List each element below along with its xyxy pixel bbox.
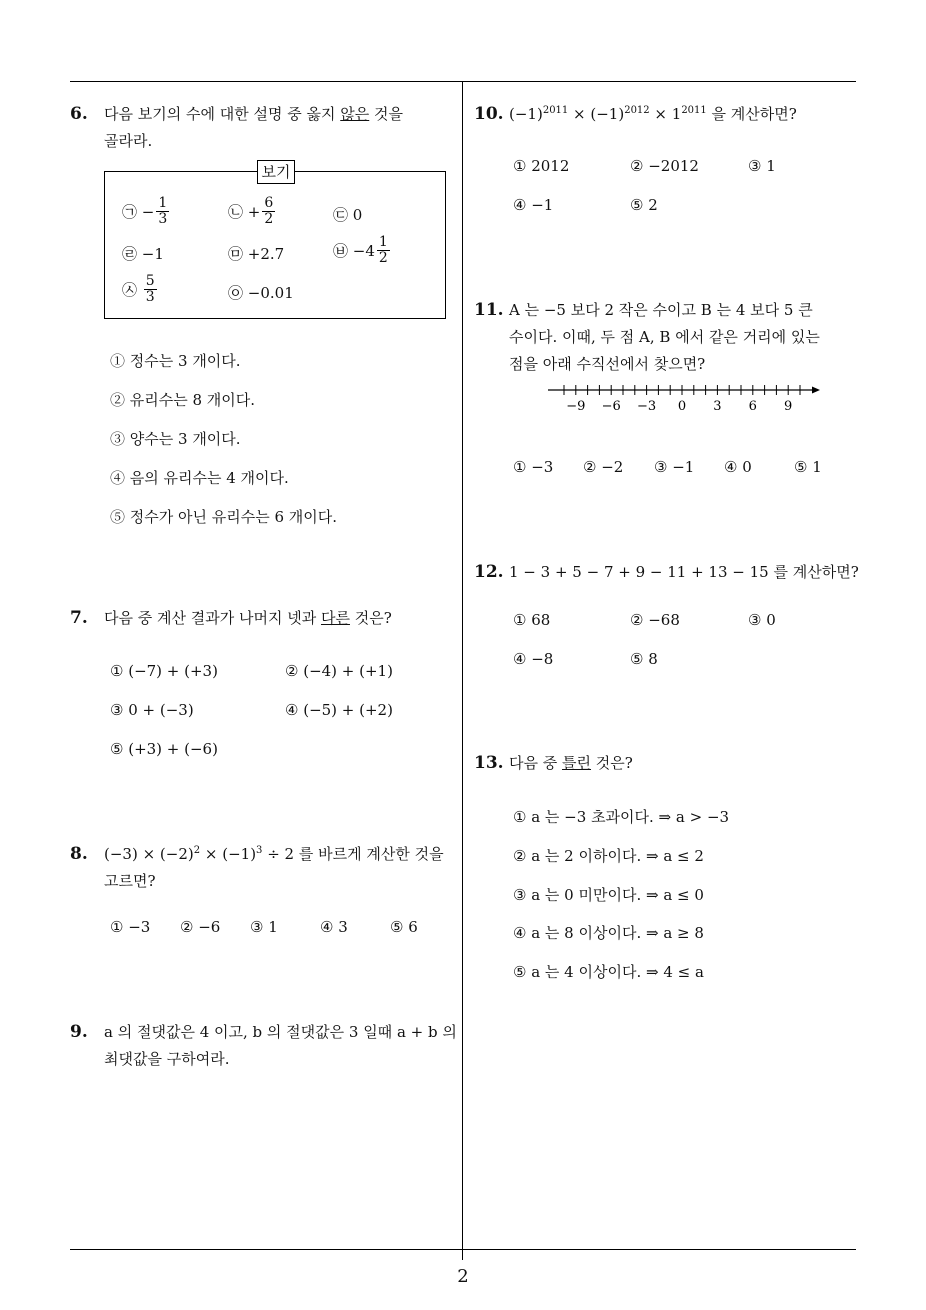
question-number: 13. <box>474 753 504 773</box>
answer-option[interactable]: ⑤ a 는 4 이상이다. ⇒ 4 ≤ a <box>513 963 704 981</box>
page-number: 2 <box>457 1266 469 1287</box>
answer-option[interactable]: ④ a 는 8 이상이다. ⇒ a ≥ 8 <box>513 924 704 942</box>
question-number: 12. <box>474 562 504 582</box>
number-line-tick-label: 0 <box>677 399 687 414</box>
question-number: 11. <box>474 300 504 320</box>
answer-option[interactable]: ① −3 <box>110 918 151 936</box>
question-number: 8. <box>70 844 88 864</box>
answer-option[interactable]: ④ 음의 유리수는 4 개이다. <box>110 469 289 487</box>
answer-option[interactable]: ① a 는 −3 초과이다. ⇒ a > −3 <box>513 808 730 826</box>
answer-option[interactable]: ① 68 <box>513 611 551 629</box>
number-line-arrow <box>812 387 820 394</box>
example-item: ㉧ −0.01 <box>228 283 294 302</box>
number-line-tick-label: −6 <box>601 399 621 414</box>
answer-option[interactable]: ③ 1 <box>250 918 278 936</box>
answer-option[interactable]: ⑤ (+3) + (−6) <box>110 740 218 758</box>
answer-option[interactable]: ④ 3 <box>320 918 348 936</box>
example-item: ㉢ 0 <box>333 205 363 224</box>
answer-option[interactable]: ② −68 <box>630 611 680 629</box>
answer-option[interactable]: ① 정수는 3 개이다. <box>110 352 241 370</box>
answer-option[interactable]: ⑤ 8 <box>630 650 658 668</box>
question-number: 10. <box>474 104 504 124</box>
answer-option[interactable]: ② (−4) + (+1) <box>285 662 393 680</box>
example-item: ㉣ −1 <box>122 244 164 263</box>
question-number: 7. <box>70 608 88 628</box>
top-rule <box>70 81 856 82</box>
answer-option[interactable]: ② 유리수는 8 개이다. <box>110 391 256 409</box>
answer-option[interactable]: ② a 는 2 이하이다. ⇒ a ≤ 2 <box>513 847 704 865</box>
number-line-tick-label: 6 <box>748 399 757 414</box>
answer-option[interactable]: ① −3 <box>513 458 554 476</box>
question-text: $(-3) \times (-2)^2 \times (-1)^3 \div 2$ 를 바르게 계산한 것을 고르면? <box>104 845 444 890</box>
answer-option[interactable]: ④ −1 <box>513 196 554 214</box>
answer-option[interactable]: ⑤ 2 <box>630 196 658 214</box>
answer-option[interactable]: ⑤ 6 <box>390 918 418 936</box>
question-text: 1 − 3 + 5 − 7 + 9 − 11 + 13 − 15 를 계산하면? <box>509 563 859 581</box>
answer-option[interactable]: ⑤ 정수가 아닌 유리수는 6 개이다. <box>110 508 338 526</box>
example-item: ㉡ + $\frac{6}{2}$ <box>228 195 274 227</box>
bottom-rule <box>70 1249 856 1250</box>
number-line-labels <box>566 399 792 414</box>
answer-option[interactable]: ④ (−5) + (+2) <box>285 701 393 719</box>
example-item: ㉠ − $\frac{1}{3}$ <box>122 195 168 227</box>
question-text: 다음 보기의 수에 대한 설명 중 옳지 않은 것을 골라라. <box>104 105 403 150</box>
question-text: a 의 절댓값은 4 이고, b 의 절댓값은 3 일때 a + b 의 최댓값을 구하여라. <box>104 1023 457 1068</box>
answer-option[interactable]: ① (−7) + (+3) <box>110 662 218 680</box>
question-text: $(-1)^{2011} \times (-1)^{2012} \times 1^{2011}$ 을 계산하면? <box>509 105 797 123</box>
question-text: 다음 중 계산 결과가 나머지 넷과 다른 것은? <box>104 609 392 627</box>
example-item: ㉦ $\frac{5}{3}$ <box>122 273 155 305</box>
example-item: ㉥ −4 $\frac{1}{2}$ <box>333 234 388 266</box>
column-divider <box>462 82 463 1260</box>
answer-option[interactable]: ② −2 <box>583 458 624 476</box>
answer-option[interactable]: ② −2012 <box>630 157 699 175</box>
number-line-tick-label: −3 <box>637 399 657 414</box>
answer-option[interactable]: ④ 0 <box>724 458 752 476</box>
number-line-tick-label: 3 <box>713 399 722 414</box>
answer-option[interactable]: ③ a 는 0 미만이다. ⇒ a ≤ 0 <box>513 886 704 904</box>
answer-option[interactable]: ③ 0 <box>748 611 776 629</box>
answer-option[interactable]: ③ 양수는 3 개이다. <box>110 430 241 448</box>
answer-option[interactable]: ② −6 <box>180 918 221 936</box>
answer-option[interactable]: ③ −1 <box>654 458 695 476</box>
number-line-tick-label: 9 <box>784 399 793 414</box>
answer-option[interactable]: ③ 0 + (−3) <box>110 701 194 719</box>
number-line-ticks <box>564 385 800 395</box>
question-number: 9. <box>70 1022 88 1042</box>
question-text: A 는 −5 보다 2 작은 수이고 B 는 4 보다 5 큰 수이다. 이때, 두 점 A, B 에서 같은 거리에 있는 점을 아래 수직선에서 찾으면? <box>509 301 820 373</box>
answer-option[interactable]: ① 2012 <box>513 157 570 175</box>
question-number: 6. <box>70 104 88 124</box>
number-line-tick-label: −9 <box>566 399 586 414</box>
number-line <box>546 380 822 416</box>
answer-option[interactable]: ⑤ 1 <box>794 458 822 476</box>
answer-option[interactable]: ③ 1 <box>748 157 776 175</box>
example-item: ㉤ +2.7 <box>228 244 285 263</box>
question-text: 다음 중 틀린 것은? <box>509 754 633 772</box>
example-box-label: 보기 <box>257 160 295 184</box>
answer-option[interactable]: ④ −8 <box>513 650 554 668</box>
